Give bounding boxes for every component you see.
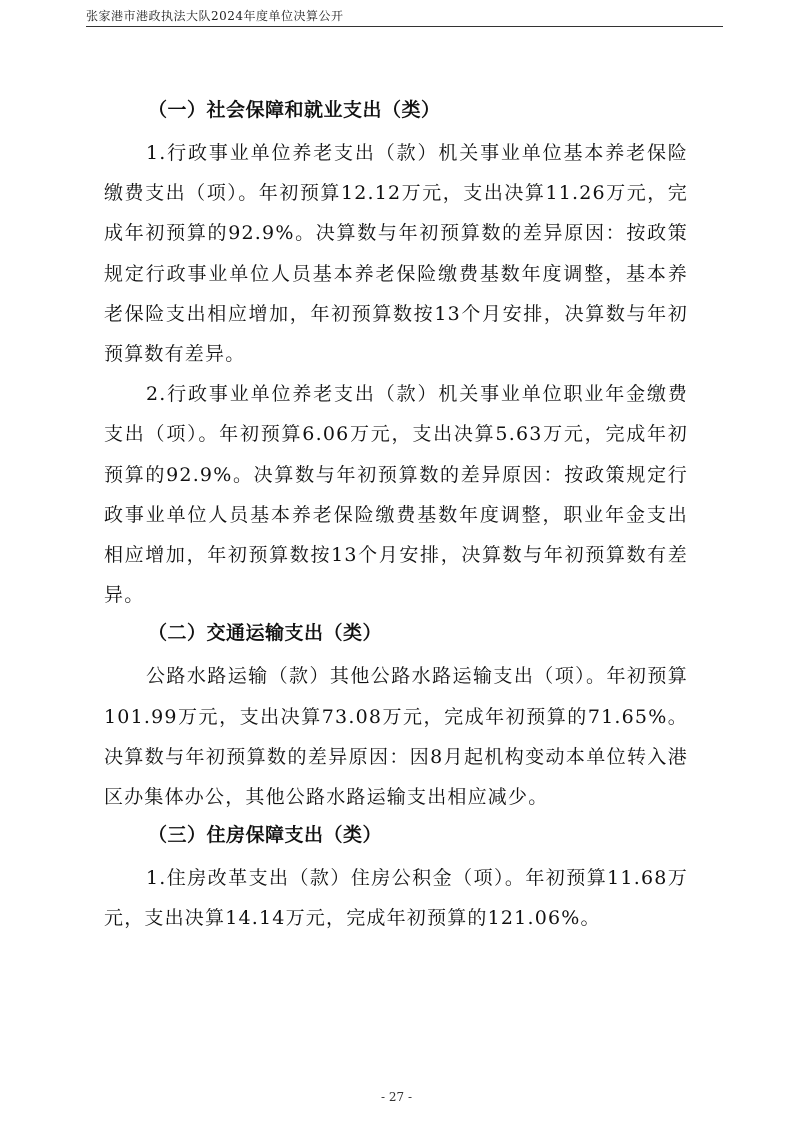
running-header: 张家港市港政执法大队2024年度单位决算公开 xyxy=(86,9,344,23)
section-social-security xyxy=(104,92,688,615)
paragraph: 2.行政事业单位养老支出（款）机关事业单位职业年金缴费支出（项）。年初预算6.06万元，支出决算5.63万元，完成年初预算的92.9%。决算数与年初预算数的差异原因：按政策规定行政事业单位人员基本养老保险缴费基数年度调整，职业年金支出相应增加，年初预算数按13个月安排，决算数与年初预算数有差异。 xyxy=(104,383,688,607)
section-heading: （三）住房保障支出（类） xyxy=(148,824,383,847)
section-heading: （一）社会保障和就业支出（类） xyxy=(148,99,441,121)
page-number: - 27 - xyxy=(380,1090,412,1104)
document-body xyxy=(104,92,688,939)
section-housing xyxy=(104,817,688,938)
header-rule xyxy=(86,26,723,27)
paragraph: 1.行政事业单位养老支出（款）机关事业单位基本养老保险缴费支出（项）。年初预算12.12万元，支出决算11.26万元，完成年初预算的92.9%。决算数与年初预算数的差异原因：按政策规定行政事业单位人员基本养老保险缴费基数年度调整，基本养老保险支出相应增加，年初预算数按13个月安排，决算数与年初预算数有差异。 xyxy=(104,142,688,366)
paragraph: 1.住房改革支出（款）住房公积金（项）。年初预算11.68万元，支出决算14.14万元，完成年初预算的121.06%。 xyxy=(104,867,688,930)
paragraph: 公路水路运输（款）其他公路水路运输支出（项）。年初预算101.99万元，支出决算73.08万元，完成年初预算的71.65%。决算数与年初预算数的差异原因：因8月起机构变动本单位转入港区办集体办公，其他公路水路运输支出相应减少。 xyxy=(104,665,688,809)
section-transportation xyxy=(104,615,688,817)
section-heading: （二）交通运输支出（类） xyxy=(148,622,383,645)
